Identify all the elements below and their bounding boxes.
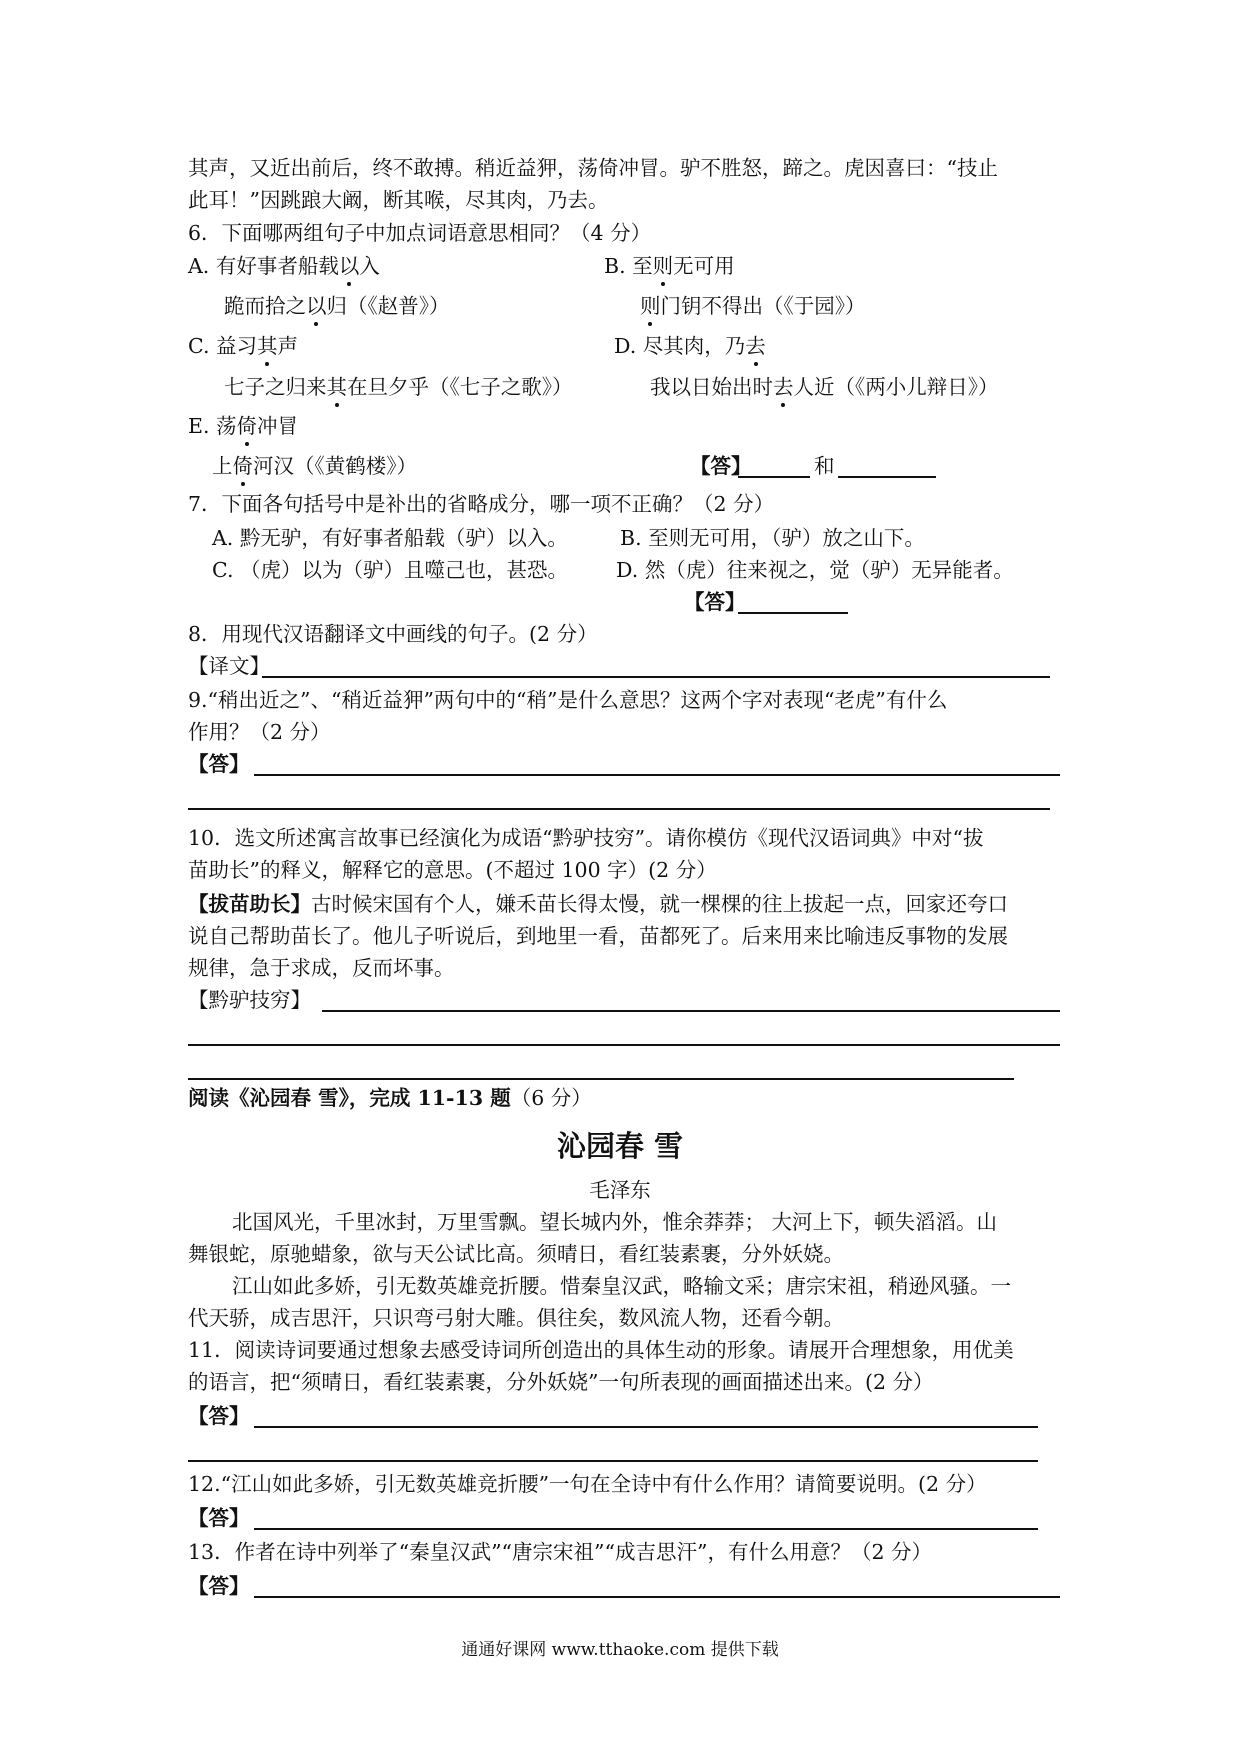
q6-answer-and: 和 [814,454,835,478]
q8-answer-line[interactable] [262,676,1050,678]
section-heading-score: （6 分） [510,1086,592,1110]
q9-line-1: 9.“稍出近之”、“稍近益狎”两句中的“稍”是什么意思？这两个字对表现“老虎”有什么 [188,688,948,712]
q6-option-e-line2: 上倚河汉（《黄鹤楼》） [212,454,417,478]
poem-author: 毛泽东 [589,1178,651,1202]
q7-option-d: D. 然（虎）往来视之，觉（驴）无异能者。 [616,558,1014,582]
q13-answer-label: 【答】 [188,1574,250,1598]
q6-option-b-line1: B. 至则无可用 [604,254,735,278]
q10-example-line-3: 规律，急于求成，反而坏事。 [188,956,455,980]
q13-answer-line[interactable] [254,1596,1060,1598]
q11-answer-line-1[interactable] [254,1426,1038,1428]
q11-line-2: 的语言，把“须晴日，看红装素裹，分外妖娆”一句所表现的画面描述出来。(2 分） [188,1370,934,1394]
q10-line-2: 苗助长”的释义，解释它的意思。(不超过 100 字）(2 分） [188,858,717,882]
q7-option-a: A. 黔无驴，有好事者船载（驴）以入。 [212,526,568,550]
q9-answer-line-2[interactable] [188,808,1050,810]
q10-answer-line-1[interactable] [322,1010,1060,1012]
q8-answer-label: 【译文】 [188,654,270,678]
poem-line-1: 北国风光，千里冰封，万里雪飘。望长城内外，惟余莽莽； 大河上下，顿失滔滔。山 [232,1210,998,1234]
q6-option-b-line2: 则门钥不得出（《于园》） [640,294,866,318]
poem-line-4: 代天骄，成吉思汗，只识弯弓射大雕。俱往矣，数风流人物，还看今朝。 [188,1306,844,1330]
q13-stem: 13．作者在诗中列举了“秦皇汉武”“唐宗宋祖”“成吉思汗”，有什么用意？（2 分） [188,1540,933,1564]
q7-option-c: C. （虎）以为（驴）且噬己也，甚恐。 [212,558,568,582]
q6-option-a-line1: A. 有好事者船载以入 [188,254,380,278]
q9-answer-line-1[interactable] [254,774,1060,776]
q9-line-2: 作用？（2 分） [188,720,331,744]
q11-answer-label: 【答】 [188,1404,250,1428]
q11-line-1: 11．阅读诗词要通过想象去感受诗词所创造出的具体生动的形象。请展开合理想象，用优美 [188,1338,1014,1362]
q10-example-line-1 [188,890,1008,918]
passage-line-2: 此耳！”因跳踉大阚，断其喉，尽其肉，乃去。 [188,188,609,212]
q6-option-e-line1: E. 荡倚冲冒 [188,414,298,438]
q6-answer-blank-1[interactable] [738,476,810,478]
section-heading-bold: 阅读《沁园春 雪》，完成 11-13 题 [188,1086,511,1110]
q6-option-c-line2: 七子之归来其在旦夕乎（《七子之歌》） [224,375,573,399]
q6-option-a-line2: 跪而拾之以归（《赵普》） [224,294,450,318]
q10-answer-label: 【黔驴技穷】 [188,988,311,1012]
q6-answer-label: 【答】 [690,454,752,478]
q12-stem: 12.“江山如此多娇，引无数英雄竞折腰”一句在全诗中有什么作用？请简要说明。(2 分） [188,1472,987,1496]
q7-answer-label: 【答】 [684,590,746,614]
q9-answer-label: 【答】 [188,752,250,776]
q10-example-line-2: 说自己帮助苗长了。他儿子听说后，到地里一看，苗都死了。后来用来比喻违反事物的发展 [188,924,1008,948]
q11-answer-line-2[interactable] [188,1460,1038,1462]
q10-answer-line-3[interactable] [188,1078,1014,1080]
q6-stem: 6．下面哪两组句子中加点词语意思相同？（4 分） [188,221,652,245]
q6-option-c-line1: C. 益习其声 [188,334,298,358]
q7-option-b: B. 至则无可用，（驴）放之山下。 [620,526,925,550]
q10-line-1: 10．选文所述寓言故事已经演化为成语“黔驴技穷”。请你模仿《现代汉语词典》中对“拔 [188,826,984,850]
passage-line-1: 其声，又近出前后，终不敢搏。稍近益狎，荡倚冲冒。驴不胜怒，蹄之。虎因喜曰：“技止 [188,156,998,180]
q7-stem: 7．下面各句括号中是补出的省略成分，哪一项不正确？（2 分） [188,492,775,516]
q10-example-term: 【拔苗助长】 [188,892,311,916]
section-heading [188,1084,592,1112]
q6-option-d-line1: D. 尽其肉，乃去 [614,334,766,358]
poem-line-3: 江山如此多娇，引无数英雄竞折腰。惜秦皇汉武，略输文采；唐宗宋祖，稍逊风骚。一 [232,1274,1011,1298]
q6-answer-blank-2[interactable] [838,476,936,478]
page-footer: 通通好课网 www.tthaoke.com 提供下载 [461,1640,779,1660]
poem-title: 沁园春 雪 [556,1129,684,1163]
q7-answer-blank[interactable] [738,612,848,614]
q10-answer-line-2[interactable] [188,1044,1060,1046]
q8-stem: 8．用现代汉语翻译文中画线的句子。(2 分） [188,622,598,646]
q10-example-text-1: 古时候宋国有个人，嫌禾苗长得太慢，就一棵棵的往上拔起一点，回家还夸口 [311,892,1008,916]
poem-line-2: 舞银蛇，原驰蜡象，欲与天公试比高。须晴日，看红装素裹，分外妖娆。 [188,1242,844,1266]
q12-answer-line[interactable] [254,1528,1038,1530]
q6-option-d-line2: 我以日始出时去人近（《两小儿辩日》） [650,375,999,399]
q12-answer-label: 【答】 [188,1506,250,1530]
